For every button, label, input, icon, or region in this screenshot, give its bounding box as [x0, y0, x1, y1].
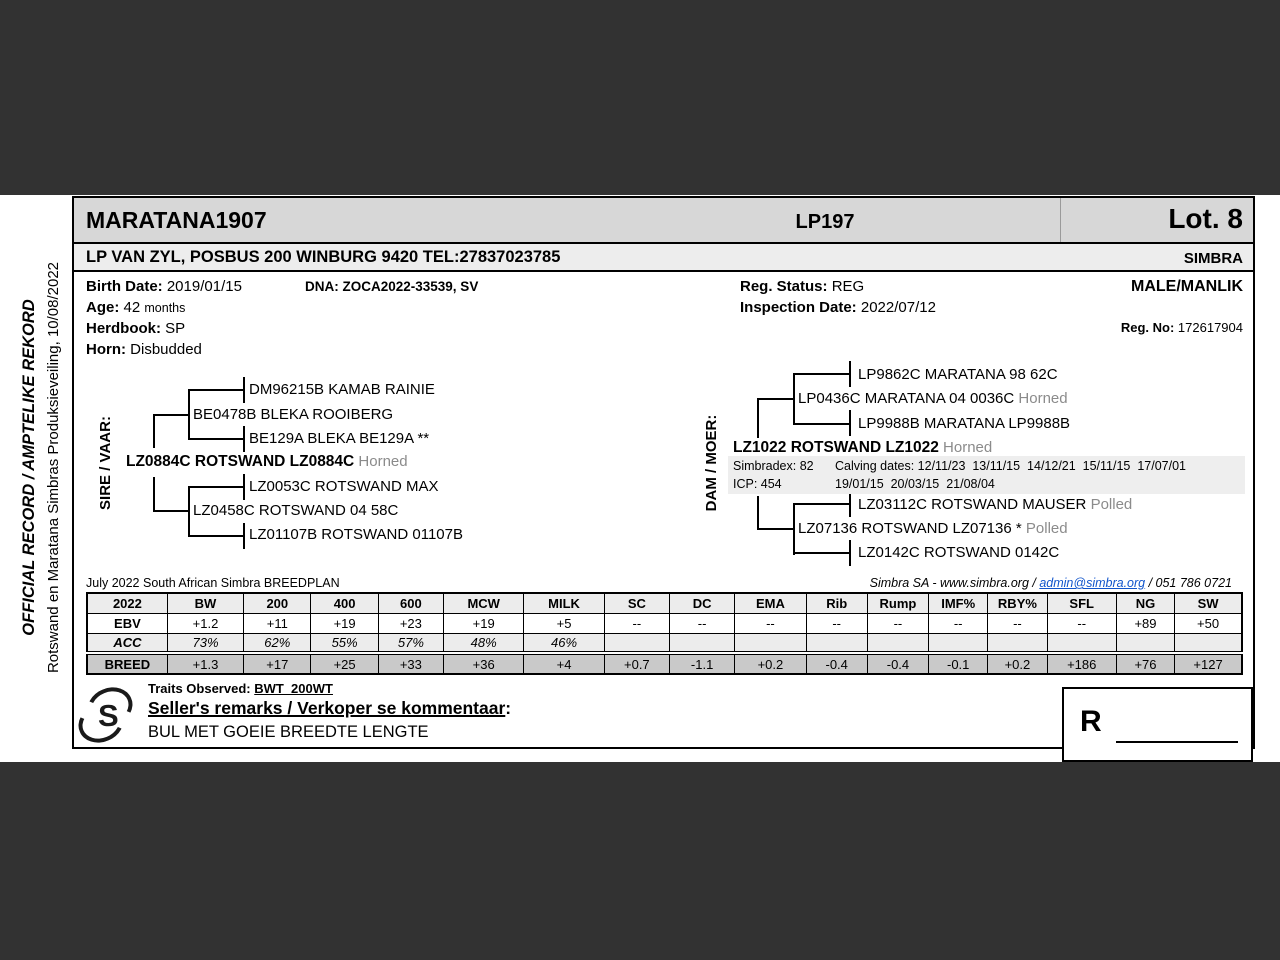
- pedigree-line: [757, 496, 759, 530]
- ebv-cell: +19: [311, 613, 378, 633]
- pedigree-line: [188, 535, 244, 537]
- acc-cell: [1047, 633, 1116, 653]
- breed-cell: +76: [1116, 653, 1174, 674]
- breedplan-table-wrap: [86, 592, 1243, 675]
- row-label: BREED: [87, 653, 167, 674]
- email-link[interactable]: admin@simbra.org: [1039, 576, 1146, 590]
- breeder-contact: LP VAN ZYL, POSBUS 200 WINBURG 9420 TEL:27837023785: [86, 248, 561, 266]
- breedplan-caption: July 2022 South African Simbra BREEDPLAN: [86, 576, 340, 590]
- logo-letter: S: [98, 698, 119, 733]
- ebv-cell: +50: [1175, 613, 1242, 633]
- breed-cell: +0.2: [735, 653, 806, 674]
- ebv-cell: --: [988, 613, 1047, 633]
- animal-id: MARATANA1907: [86, 207, 267, 233]
- dam-label: DAM / MOER:: [703, 414, 720, 512]
- acc-cell: [669, 633, 734, 653]
- dam-granddam: LZ07136 ROTSWAND LZ07136 *: [798, 520, 1022, 537]
- pedigree-line: [188, 389, 190, 440]
- reg-status-label: Reg. Status:: [740, 278, 828, 295]
- pedigree-line: [188, 486, 190, 537]
- sellers-remarks-label: Seller's remarks / Verkoper se kommentaar: [148, 698, 506, 718]
- breed-cell: +1.3: [167, 653, 243, 674]
- ebv-cell: --: [1047, 613, 1116, 633]
- acc-row: [87, 633, 1242, 653]
- breed-cell: +0.2: [988, 653, 1047, 674]
- reg-no-line: [1043, 320, 1243, 335]
- title-bar-divider: [1060, 198, 1061, 242]
- age-label: Age:: [86, 299, 120, 316]
- reg-no-label: Reg. No:: [1120, 320, 1175, 335]
- col-header: 400: [311, 593, 378, 613]
- dam-ggdam1: LP9988B MARATANA LP9988B: [858, 415, 1071, 432]
- pedigree-tick: [243, 377, 245, 403]
- acc-cell: 55%: [311, 633, 378, 653]
- herdbook-label: Herdbook:: [86, 320, 161, 337]
- inspection-label: Inspection Date:: [740, 299, 857, 316]
- breed-cell: +4: [524, 653, 604, 674]
- tag-number: LP197: [795, 211, 855, 233]
- breed-cell: +17: [244, 653, 311, 674]
- breed-cell: +33: [378, 653, 443, 674]
- col-header: SC: [604, 593, 669, 613]
- ebv-cell: +5: [524, 613, 604, 633]
- col-header: EMA: [735, 593, 806, 613]
- price-currency-letter: R: [1080, 705, 1102, 738]
- col-header: Rump: [867, 593, 928, 613]
- ebv-row: [87, 613, 1242, 633]
- col-header: NG: [1116, 593, 1174, 613]
- breed-cell: +127: [1175, 653, 1242, 674]
- breedplan-header-row: [87, 593, 1242, 613]
- herdbook-value: SP: [165, 320, 186, 337]
- horn-value: Disbudded: [130, 341, 202, 358]
- col-header: 200: [244, 593, 311, 613]
- simbra-contact-suffix: / 051 786 0721: [1145, 576, 1232, 590]
- birth-date-line: [86, 277, 242, 297]
- ebv-cell: +11: [244, 613, 311, 633]
- ebv-cell: +19: [444, 613, 524, 633]
- dam-ggsire2-horn-status: Polled: [1090, 496, 1133, 513]
- ebv-cell: --: [867, 613, 928, 633]
- sire-name-line: [126, 452, 408, 472]
- dam-ggsire2: LZ03112C ROTSWAND MAUSER: [858, 496, 1087, 513]
- pedigree-tick: [849, 361, 851, 387]
- ebv-cell: +23: [378, 613, 443, 633]
- ebv-cell: --: [806, 613, 867, 633]
- ebv-cell: +89: [1116, 613, 1174, 633]
- pedigree-tick: [243, 474, 245, 500]
- acc-cell: [806, 633, 867, 653]
- sire-label: SIRE / VAAR:: [97, 416, 114, 510]
- acc-cell: [1116, 633, 1174, 653]
- acc-cell: [604, 633, 669, 653]
- pedigree-tick: [243, 523, 245, 549]
- col-header: DC: [669, 593, 734, 613]
- acc-cell: 57%: [378, 633, 443, 653]
- official-record-label: OFFICIAL RECORD / AMPTELIKE REKORD: [20, 299, 38, 636]
- ebv-cell: +1.2: [167, 613, 243, 633]
- pedigree-line: [793, 373, 850, 375]
- breed-cell: +0.7: [604, 653, 669, 674]
- pedigree-tick: [849, 410, 851, 436]
- sire-grandsire: BE0478B BLEKA ROOIBERG: [193, 406, 394, 423]
- col-header: 2022: [87, 593, 167, 613]
- calving-dates-line1: Calving dates: 12/11/23 13/11/15 14/12/21 15/11/15 17/07/01: [835, 459, 1186, 473]
- col-header: MCW: [444, 593, 524, 613]
- acc-cell: [929, 633, 988, 653]
- row-label: ACC: [87, 633, 167, 653]
- pedigree-line: [153, 414, 155, 448]
- dam-name-line: [733, 438, 992, 458]
- acc-cell: [1175, 633, 1242, 653]
- breed-cell: +186: [1047, 653, 1116, 674]
- col-header: SW: [1175, 593, 1242, 613]
- breed-cell: -0.4: [867, 653, 928, 674]
- acc-cell: [735, 633, 806, 653]
- dam-ggsire1: LP9862C MARATANA 98 62C: [858, 366, 1058, 383]
- breed-cell: +36: [444, 653, 524, 674]
- traits-observed-label: Traits Observed:: [148, 681, 251, 696]
- ebv-cell: --: [735, 613, 806, 633]
- age-line: [86, 298, 185, 318]
- icp-value: ICP: 454: [733, 477, 782, 491]
- breed-cell: +25: [311, 653, 378, 674]
- dam-stats-box: [728, 456, 1245, 494]
- col-header: IMF%: [929, 593, 988, 613]
- pedigree-line: [757, 528, 795, 530]
- dam-horn-status: Horned: [943, 439, 993, 456]
- ebv-cell: --: [669, 613, 734, 633]
- price-box: [1062, 687, 1253, 762]
- price-blank-line: [1116, 741, 1238, 743]
- pedigree-line: [793, 373, 795, 425]
- horn-label: Horn:: [86, 341, 126, 358]
- acc-cell: 46%: [524, 633, 604, 653]
- col-header: Rib: [806, 593, 867, 613]
- ebv-cell: --: [604, 613, 669, 633]
- pedigree-line: [153, 414, 190, 416]
- sale-event-label: Rotswand en Maratana Simbras Produksieveiling, 10/08/2022: [45, 261, 62, 674]
- pedigree-line: [188, 438, 244, 440]
- ebv-cell: --: [929, 613, 988, 633]
- sellers-remarks-text: BUL MET GOEIE BREEDTE LENGTE: [148, 723, 429, 741]
- breedplan-table: [86, 592, 1243, 675]
- dam-granddam-horn-status: Polled: [1025, 520, 1068, 537]
- col-header: MILK: [524, 593, 604, 613]
- pedigree-line: [188, 389, 244, 391]
- pedigree-tick: [243, 426, 245, 452]
- age-unit: months: [144, 301, 186, 315]
- birth-date-label: Birth Date:: [86, 278, 163, 295]
- pedigree-line: [793, 503, 795, 555]
- simbra-contact-prefix: Simbra SA - www.simbra.org /: [869, 576, 1040, 590]
- sire-ggsire1: DM96215B KAMAB RAINIE: [249, 381, 435, 398]
- dam-ggsire2-line: [858, 495, 1132, 515]
- birth-date-value: 2019/01/15: [166, 278, 242, 295]
- sire-granddam: LZ0458C ROTSWAND 04 58C: [193, 502, 399, 519]
- sire-ggdam2: LZ01107B ROTSWAND 01107B: [249, 526, 463, 543]
- row-label: EBV: [87, 613, 167, 633]
- acc-cell: 48%: [444, 633, 524, 653]
- simbradex-value: Simbradex: 82: [733, 459, 814, 473]
- dam-name: LZ1022 ROTSWAND LZ1022: [733, 439, 939, 456]
- pedigree-line: [188, 486, 244, 488]
- sellers-remarks-heading: [148, 698, 511, 719]
- sex-label: MALE/MANLIK: [1131, 278, 1243, 295]
- inspection-value: 2022/07/12: [860, 299, 936, 316]
- pedigree-line: [153, 477, 155, 512]
- pedigree-line: [153, 510, 190, 512]
- age-value: 42: [123, 299, 141, 316]
- breed-cell: -0.4: [806, 653, 867, 674]
- pedigree-line: [793, 552, 850, 554]
- col-header: SFL: [1047, 593, 1116, 613]
- herdbook-line: [86, 319, 185, 339]
- sire-ggsire2: LZ0053C ROTSWAND MAX: [249, 478, 439, 495]
- dam-grandsire: LP0436C MARATANA 04 0036C: [798, 390, 1015, 407]
- pedigree-line: [757, 398, 759, 438]
- breed-cell: -1.1: [669, 653, 734, 674]
- inspection-line: [740, 298, 936, 318]
- breed-name: SIMBRA: [1183, 250, 1243, 267]
- col-header: 600: [378, 593, 443, 613]
- acc-cell: 73%: [167, 633, 243, 653]
- col-header: BW: [167, 593, 243, 613]
- sire-horn-status: Horned: [358, 453, 408, 470]
- lot-number: Lot. 8: [1168, 203, 1243, 234]
- pedigree-tick: [849, 540, 851, 566]
- dam-grandsire-horn-status: Horned: [1018, 390, 1068, 407]
- traits-observed-value: BWT 200WT: [254, 681, 333, 696]
- simbra-logo: [78, 688, 140, 746]
- pedigree-tick: [849, 491, 851, 517]
- dam-granddam-line: [798, 519, 1068, 539]
- reg-status-line: [740, 277, 864, 297]
- sire-ggdam1: BE129A BLEKA BE129A **: [249, 430, 430, 447]
- dam-grandsire-line: [798, 389, 1068, 409]
- pedigree-line: [793, 503, 850, 505]
- acc-cell: [988, 633, 1047, 653]
- pedigree-line: [757, 398, 795, 400]
- dna-line: DNA: ZOCA2022-33539, SV: [305, 279, 479, 294]
- col-header: RBY%: [988, 593, 1047, 613]
- acc-cell: [867, 633, 928, 653]
- sidebar-vertical-text: [16, 190, 66, 745]
- traits-observed-line: [148, 681, 333, 696]
- acc-cell: 62%: [244, 633, 311, 653]
- dam-ggdam2: LZ0142C ROTSWAND 0142C: [858, 544, 1060, 561]
- pedigree-line: [793, 423, 850, 425]
- reg-status-value: REG: [831, 278, 865, 295]
- calving-dates-line2: 19/01/15 20/03/15 21/08/04: [835, 477, 995, 491]
- breed-avg-row: [87, 653, 1242, 674]
- reg-no-value: 172617904: [1177, 320, 1243, 335]
- breed-cell: -0.1: [929, 653, 988, 674]
- horn-line: [86, 340, 202, 360]
- simbra-contact-line: [600, 576, 1232, 590]
- sellers-remarks-colon: :: [505, 698, 512, 718]
- sire-name: LZ0884C ROTSWAND LZ0884C: [126, 453, 355, 470]
